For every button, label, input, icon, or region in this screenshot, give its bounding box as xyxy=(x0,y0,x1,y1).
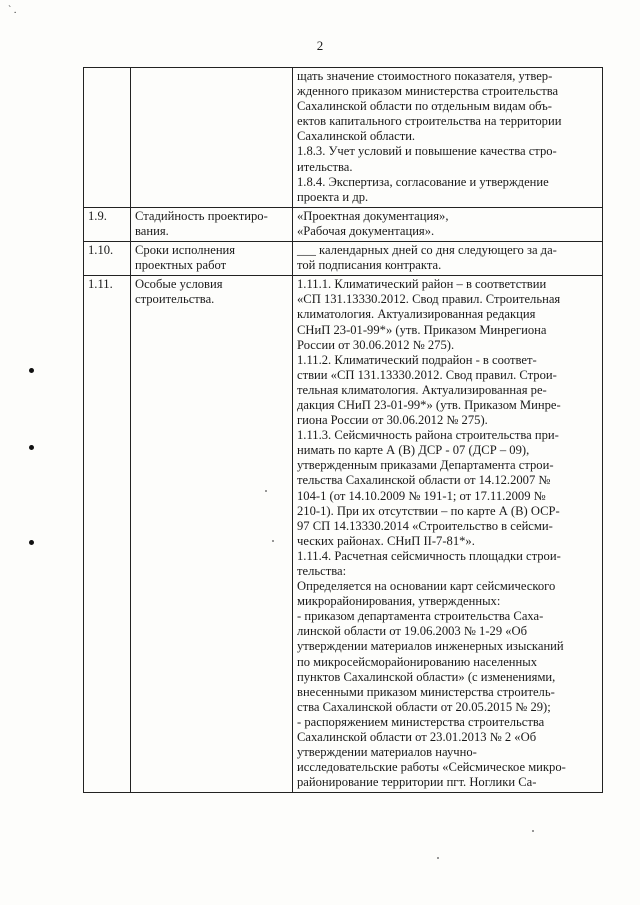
row-title: Стадийность проектиро-вания. xyxy=(131,207,293,241)
content-line: утвержденным приказами Департамента строи- xyxy=(297,458,554,473)
margin-bullet xyxy=(29,368,34,373)
content-line: пунктов Сахалинской области» (с изменениями, xyxy=(297,669,556,684)
content-line: по микросейсморайонированию населенных xyxy=(297,654,538,669)
scan-speck xyxy=(265,490,267,492)
content-line: проекта и др. xyxy=(297,189,369,204)
table-row xyxy=(84,276,603,793)
content-line: дакция СНиП 23-01-99*» (утв. Приказом Минре- xyxy=(297,397,561,412)
content-line: - приказом департамента строительства Саха- xyxy=(297,609,544,624)
content-line: тельства: xyxy=(297,564,347,578)
content-line: ства Сахалинской области от 20.05.2015 № 29); xyxy=(297,699,551,714)
content-line: щать значение стоимостного показателя, утвер- xyxy=(297,69,553,83)
content-line: исследовательские работы «Сейсмическое микро- xyxy=(297,760,566,775)
content-line: «Проектная документация», xyxy=(297,208,449,223)
content-line: районирование территории пгт. Ноглики Са- xyxy=(297,775,537,790)
table-row xyxy=(84,68,603,208)
margin-bullet xyxy=(29,540,34,545)
content-line: гиона России от 30.06.2012 № 275). xyxy=(297,413,488,428)
table-row xyxy=(84,242,603,276)
content-line: 97 СП 14.13330.2014 «Строительство в сейсми- xyxy=(297,518,553,533)
content-line: той подписания контракта. xyxy=(297,258,442,273)
requirements-table xyxy=(83,67,603,793)
row-content xyxy=(293,207,603,241)
row-content xyxy=(293,276,603,793)
scan-speck xyxy=(532,830,534,832)
row-content xyxy=(293,242,603,276)
content-line: 1.8.3. Учет условий и повышение качества стро- xyxy=(297,144,557,159)
margin-bullet xyxy=(29,445,34,450)
content-line: утверждении материалов научно- xyxy=(297,745,477,760)
content-line: ительства. xyxy=(297,159,353,174)
content-line: России от 30.06.2012 № 275). xyxy=(297,337,455,352)
row-content xyxy=(293,68,603,208)
content-line: Сахалинской области по отдельным видам объ- xyxy=(297,99,552,114)
content-line: 1.11.1. Климатический район – в соответствии xyxy=(297,277,547,292)
content-line: Определяется на основании карт сейсмического xyxy=(297,579,556,594)
content-line: Сахалинской области. xyxy=(297,129,416,144)
content-line: тельства Сахалинской области от 14.12.2007 № xyxy=(297,473,551,488)
page-number: 2 xyxy=(316,38,324,53)
content-line: 1.8.4. Экспертиза, согласование и утверждение xyxy=(297,174,549,189)
row-number: 1.11. xyxy=(84,276,131,793)
content-line: жденного приказом министерства строительства xyxy=(297,84,559,99)
content-line: «Рабочая документация». xyxy=(297,223,435,238)
content-line: СНиП 23-01-99*» (утв. Приказом Минрегиона xyxy=(297,322,547,337)
content-line: нимать по карте А (В) ДСР - 07 (ДСР – 09), xyxy=(297,443,530,458)
content-line: - распоряжением министерства строительства xyxy=(297,714,545,729)
scan-speck xyxy=(437,857,439,859)
content-line: ектов капитального строительства на территории xyxy=(297,114,562,129)
content-line: 104-1 (от 14.10.2009 № 191-1; от 17.11.2009 № xyxy=(297,488,546,503)
table-row xyxy=(84,207,603,241)
content-line: 1.11.3. Сейсмичность района строительства при- xyxy=(297,428,559,443)
content-line: утверждении материалов инженерных изысканий xyxy=(297,639,564,654)
content-line: внесенными приказом министерства строитель- xyxy=(297,684,555,699)
content-line: «СП 131.13330.2012. Свод правил. Строительная xyxy=(297,292,561,307)
row-title: Особые условия строительства. xyxy=(131,276,293,793)
content-line: тельная климатология. Актуализированная ре- xyxy=(297,382,547,397)
content-line: климатология. Актуализированная редакция xyxy=(297,307,536,322)
scan-speck xyxy=(272,540,274,542)
content-line: микрорайонирования, утвержденных: xyxy=(297,594,501,609)
content-line: 210-1). При их отсутствии – по карте А (В) ОСР- xyxy=(297,503,560,518)
content-line: ___ календарных дней со дня следующего за да- xyxy=(297,243,557,258)
row-number: 1.10. xyxy=(84,242,131,276)
content-line: 1.11.4. Расчетная сейсмичность площадки строи- xyxy=(297,548,561,563)
row-title: Сроки исполнения проектных работ xyxy=(131,242,293,276)
content-line: ческих районах. СНиП II-7-81*». xyxy=(297,533,475,548)
row-number: 1.9. xyxy=(84,207,131,241)
row-number xyxy=(84,68,131,208)
content-line: ствии «СП 131.13330.2012. Свод правил. Строи- xyxy=(297,367,557,382)
row-title xyxy=(131,68,293,208)
corner-mark: ` . xyxy=(8,5,17,16)
content-line: Сахалинской области от 23.01.2013 № 2 «Об xyxy=(297,730,537,745)
content-line: 1.11.2. Климатический подрайон - в соответ- xyxy=(297,352,537,367)
content-line: линской области от 19.06.2003 № 1-29 «Об xyxy=(297,624,528,639)
